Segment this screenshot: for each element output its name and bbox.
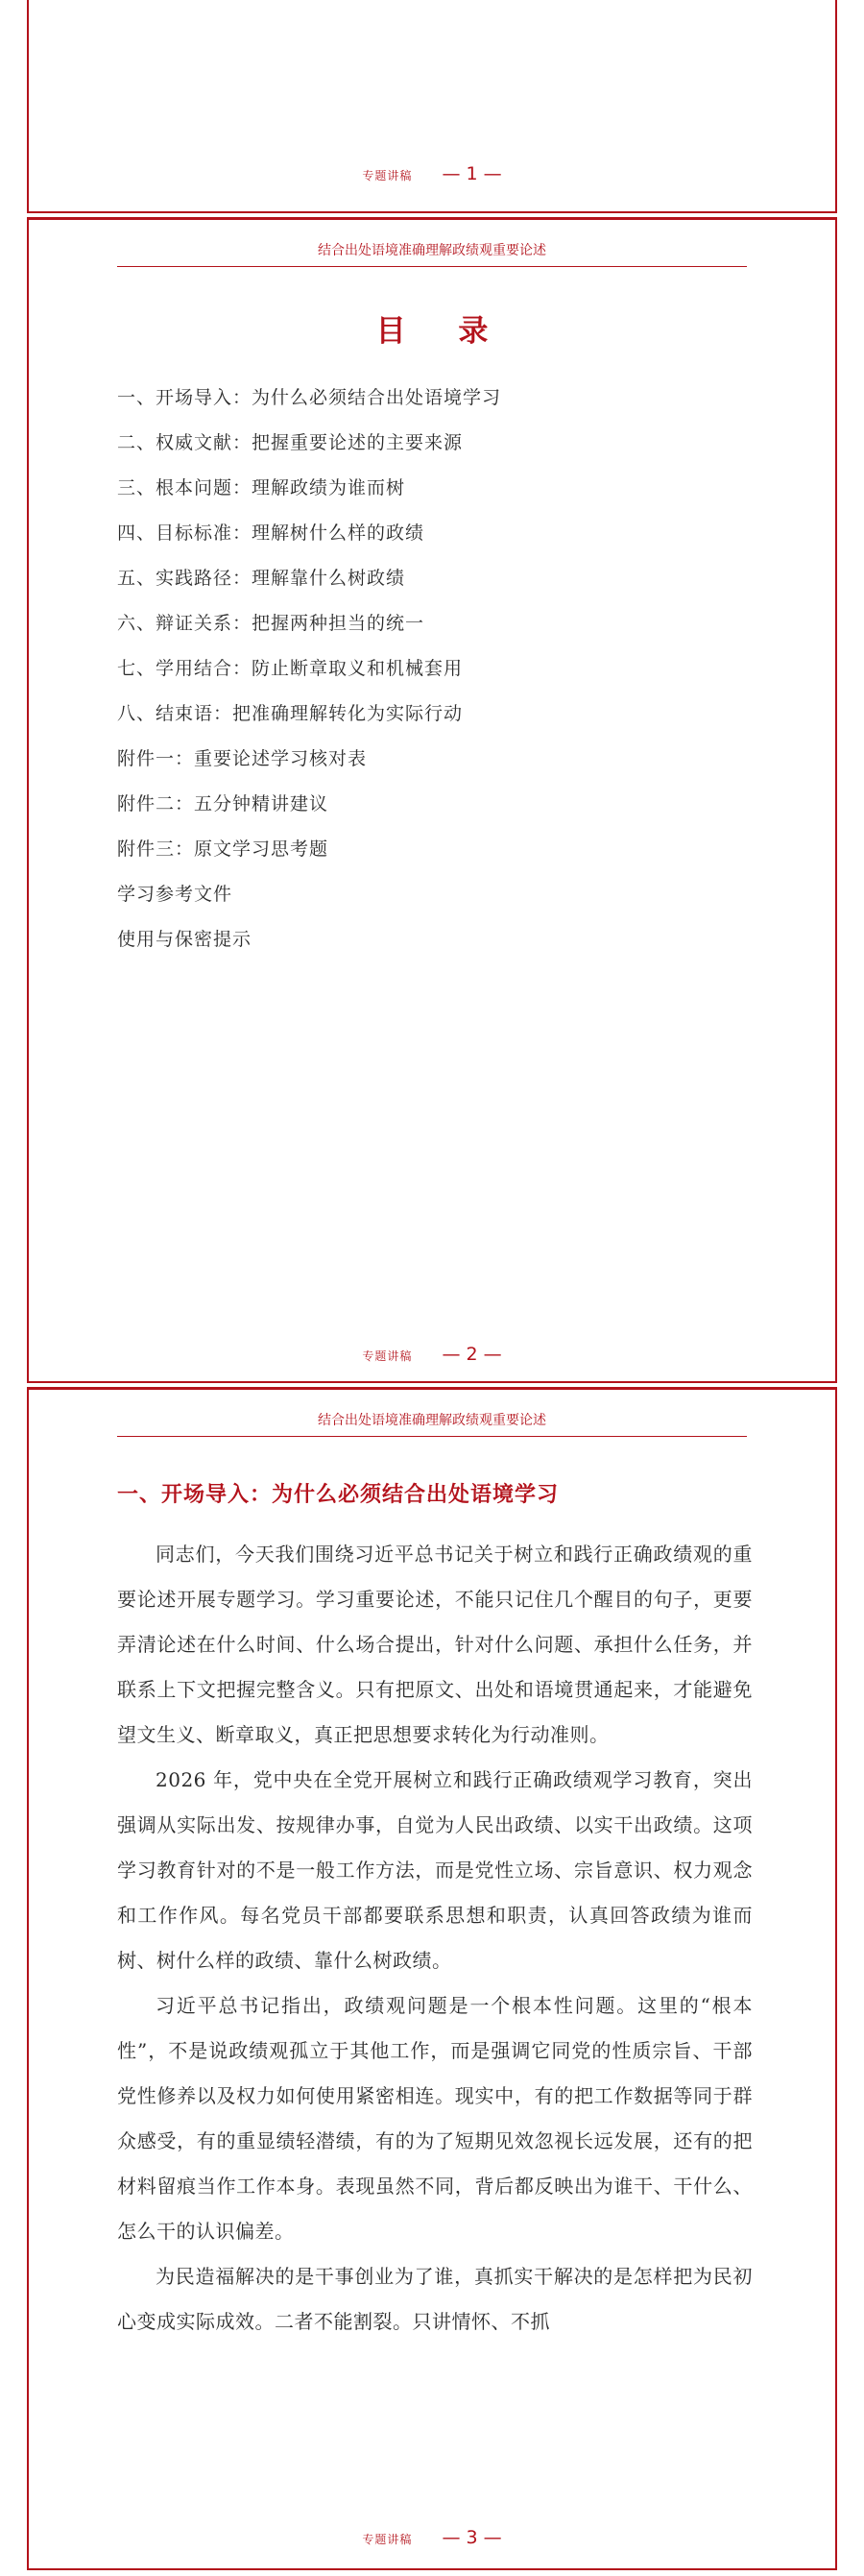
section-body bbox=[117, 1532, 753, 2345]
toc-item[interactable]: 使用与保密提示 bbox=[117, 929, 252, 950]
toc-item[interactable]: 四、目标标准：理解树什么样的政绩 bbox=[117, 522, 425, 544]
toc-item[interactable]: 八、结束语：把准确理解转化为实际行动 bbox=[117, 703, 464, 724]
toc-item[interactable]: 六、辩证关系：把握两种担当的统一 bbox=[117, 613, 425, 634]
toc-list bbox=[117, 376, 747, 962]
body-paragraph: 同志们，今天我们围绕习近平总书记关于树立和践行正确政绩观的重要论述开展专题学习。学习重要论述，不能只记住几个醒目的句子，更要弄清论述在什么时间、什么场合提出，针对什么问题、承担什么任务，并联系上下文把握完整含义。只有把原文、出处和语境贯通起来，才能避免望文生义、断章取义，真正把思想要求转化为行动准则。 bbox=[117, 1543, 753, 1746]
page-2 bbox=[27, 217, 837, 1383]
toc-item[interactable]: 附件三：原文学习思考题 bbox=[117, 838, 329, 860]
body-paragraph: 习近平总书记指出，政绩观问题是一个根本性问题。这里的“根本性”，不是说政绩观孤立于其他工作，而是强调它同党的性质宗旨、干部党性修养以及权力如何使用紧密相连。现实中，有的把工作数据等同于群众感受，有的重显绩轻潜绩，有的为了短期见效忽视长远发展，还有的把材料留痕当作工作本身。表现虽然不同，背后都反映出为谁干、干什么、怎么干的认识偏差。 bbox=[117, 1994, 753, 2243]
toc-item[interactable]: 附件一：重要论述学习核对表 bbox=[117, 748, 368, 769]
toc-item[interactable]: 七、学用结合：防止断章取义和机械套用 bbox=[117, 658, 464, 679]
footer-label: 专题讲稿 bbox=[362, 169, 413, 182]
section-heading: 一、开场导入：为什么必须结合出处语境学习 bbox=[117, 1483, 560, 1507]
body-paragraph: 为民造福解决的是干事创业为了谁，真抓实干解决的是怎样把为民初心变成实际成效。二者不能割裂。只讲情怀、不抓 bbox=[117, 2265, 753, 2333]
toc-item[interactable]: 附件二：五分钟精讲建议 bbox=[117, 793, 329, 814]
toc-title: 目 录 bbox=[375, 314, 510, 349]
footer-label: 专题讲稿 bbox=[362, 2533, 413, 2546]
page-number: — 1 — bbox=[442, 163, 502, 184]
body-paragraph: 2026 年，党中央在全党开展树立和践行正确政绩观学习教育，突出强调从实际出发、按规律办事，自觉为人民出政绩、以实干出政绩。这项学习教育针对的不是一般工作方法，而是党性立场、宗旨意识、权力观念和工作作风。每名党员干部都要联系思想和职责，认真回答政绩为谁而树、树什么样的政绩、靠什么树政绩。 bbox=[117, 1768, 753, 1972]
page-number: — 2 — bbox=[442, 1344, 502, 1365]
toc-item[interactable]: 学习参考文件 bbox=[117, 884, 233, 905]
toc-item[interactable]: 二、权威文献：把握重要论述的主要来源 bbox=[117, 432, 464, 453]
page-1 bbox=[27, 0, 837, 213]
running-header: 结合出处语境准确理解政绩观重要论述 bbox=[117, 239, 747, 267]
page-3 bbox=[27, 1387, 837, 2570]
footer-label: 专题讲稿 bbox=[362, 1349, 413, 1363]
page-footer bbox=[29, 2527, 835, 2548]
running-header: 结合出处语境准确理解政绩观重要论述 bbox=[117, 1409, 747, 1437]
page-footer bbox=[29, 1344, 835, 1365]
toc-item[interactable]: 一、开场导入：为什么必须结合出处语境学习 bbox=[117, 387, 502, 408]
page-footer bbox=[29, 163, 835, 184]
page-number: — 3 — bbox=[442, 2527, 502, 2548]
toc-item[interactable]: 五、实践路径：理解靠什么树政绩 bbox=[117, 568, 406, 589]
toc-item[interactable]: 三、根本问题：理解政绩为谁而树 bbox=[117, 477, 406, 498]
